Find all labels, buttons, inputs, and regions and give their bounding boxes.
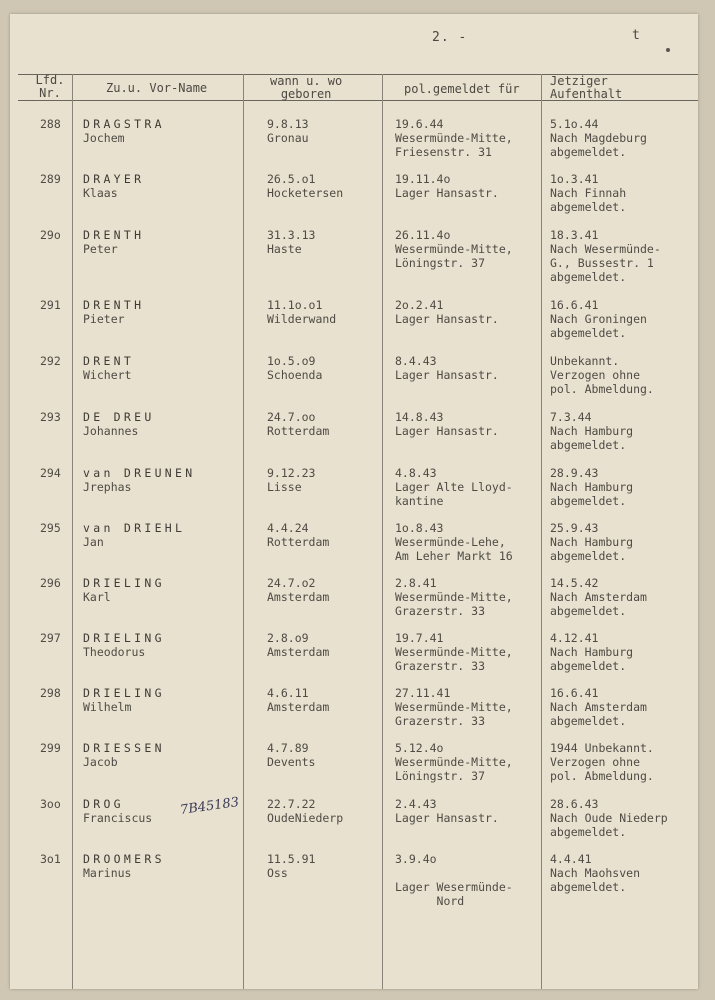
birth-date: 4.4.24	[267, 521, 309, 535]
birth-date: 2.8.o9	[267, 631, 309, 645]
registered-at: 8.4.43 Lager Hansastr.	[395, 354, 499, 382]
registered-at: 19.7.41 Wesermünde-Mitte, Grazerstr. 33	[395, 631, 513, 673]
birth-date: 11.5.91	[267, 852, 316, 866]
birth-place: Lisse	[267, 480, 302, 494]
first-name: Peter	[83, 242, 118, 256]
first-name: Jacob	[83, 755, 118, 769]
birth-place: Rotterdam	[267, 424, 330, 438]
birth-place: Schoenda	[267, 368, 323, 382]
surname: DRENTH	[83, 228, 145, 242]
current-residence: 16.6.41 Nach Groningen abgemeldet.	[550, 298, 647, 340]
current-residence: 16.6.41 Nach Amsterdam abgemeldet.	[550, 686, 647, 728]
current-residence: 25.9.43 Nach Hamburg abgemeldet.	[550, 521, 634, 563]
handwritten-annotation: 7B45183	[179, 794, 240, 819]
surname: DRIELING	[83, 686, 165, 700]
row-number: 289	[40, 172, 61, 186]
birth-place: Haste	[267, 242, 302, 256]
column-divider	[72, 74, 73, 989]
current-residence: 4.12.41 Nach Hamburg abgemeldet.	[550, 631, 634, 673]
document-sheet	[10, 14, 698, 989]
corner-mark: t	[632, 28, 640, 43]
row-number: 292	[40, 354, 61, 368]
current-residence: 28.9.43 Nach Hamburg abgemeldet.	[550, 466, 634, 508]
current-residence: 14.5.42 Nach Amsterdam abgemeldet.	[550, 576, 647, 618]
registered-at: 2.8.41 Wesermünde-Mitte, Grazerstr. 33	[395, 576, 513, 618]
registered-at: 26.11.4o Wesermünde-Mitte, Löningstr. 37	[395, 228, 513, 270]
first-name: Johannes	[83, 424, 139, 438]
current-residence: 1944 Unbekannt. Verzogen ohne pol. Abmeldung.	[550, 741, 654, 783]
current-residence: 5.1o.44 Nach Magdeburg abgemeldet.	[550, 117, 647, 159]
first-name: Jochem	[83, 131, 125, 145]
first-name: Marinus	[83, 866, 132, 880]
header-residence: Jetziger Aufenthalt	[550, 74, 623, 101]
current-residence: 7.3.44 Nach Hamburg abgemeldet.	[550, 410, 634, 452]
header-born: wann u. wo geboren	[270, 74, 343, 101]
birth-place: Amsterdam	[267, 590, 330, 604]
birth-place: Gronau	[267, 131, 309, 145]
column-divider	[243, 74, 244, 989]
current-residence: 1o.3.41 Nach Finnah abgemeldet.	[550, 172, 627, 214]
first-name: Karl	[83, 590, 111, 604]
row-number: 295	[40, 521, 61, 535]
surname: DRENT	[83, 354, 135, 368]
row-number: 3oo	[40, 797, 61, 811]
first-name: Franciscus	[83, 811, 153, 825]
first-name: Klaas	[83, 186, 118, 200]
surname: DRENTH	[83, 298, 145, 312]
header-nr: Lfd. Nr.	[35, 73, 65, 100]
surname: DROG	[83, 797, 124, 811]
registered-at: 19.6.44 Wesermünde-Mitte, Friesenstr. 31	[395, 117, 513, 159]
birth-place: OudeNiederp	[267, 811, 344, 825]
birth-place: Devents	[267, 755, 316, 769]
surname: DRIELING	[83, 576, 165, 590]
current-residence: 4.4.41 Nach Maohsven abgemeldet.	[550, 852, 641, 894]
surname: DRAGSTRA	[83, 117, 165, 131]
first-name: Pieter	[83, 312, 125, 326]
row-number: 288	[40, 117, 61, 131]
registered-at: 3.9.4o Lager Wesermünde- Nord	[395, 852, 513, 908]
header-name: Zu.u. Vor-Name	[106, 81, 208, 95]
surname: DROOMERS	[83, 852, 165, 866]
birth-date: 4.6.11	[267, 686, 309, 700]
first-name: Wilhelm	[83, 700, 132, 714]
birth-place: Amsterdam	[267, 645, 330, 659]
surname: van DREUNEN	[83, 466, 196, 480]
birth-date: 9.8.13	[267, 117, 309, 131]
first-name: Wichert	[83, 368, 132, 382]
birth-place: Wilderwand	[267, 312, 337, 326]
birth-date: 24.7.o2	[267, 576, 316, 590]
row-number: 297	[40, 631, 61, 645]
registered-at: 27.11.41 Wesermünde-Mitte, Grazerstr. 33	[395, 686, 513, 728]
registered-at: 2.4.43 Lager Hansastr.	[395, 797, 499, 825]
birth-place: Amsterdam	[267, 700, 330, 714]
registered-at: 4.8.43 Lager Alte Lloyd- kantine	[395, 466, 513, 508]
row-number: 3o1	[40, 852, 61, 866]
birth-date: 31.3.13	[267, 228, 316, 242]
registered-at: 14.8.43 Lager Hansastr.	[395, 410, 499, 438]
header-registered: pol.gemeldet für	[404, 82, 520, 96]
column-divider	[541, 74, 542, 989]
registered-at: 1o.8.43 Wesermünde-Lehe, Am Leher Markt 16	[395, 521, 513, 563]
birth-date: 22.7.22	[267, 797, 316, 811]
birth-place: Oss	[267, 866, 288, 880]
surname: DE DREU	[83, 410, 155, 424]
current-residence: 18.3.41 Nach Wesermünde- G., Bussestr. 1 abgemeldet.	[550, 228, 661, 284]
surname: DRAYER	[83, 172, 145, 186]
surname: DRIESSEN	[83, 741, 165, 755]
first-name: Jan	[83, 535, 104, 549]
row-number: 29o	[40, 228, 61, 242]
birth-date: 24.7.oo	[267, 410, 316, 424]
first-name: Jrephas	[83, 480, 132, 494]
birth-place: Rotterdam	[267, 535, 330, 549]
row-number: 291	[40, 298, 61, 312]
birth-date: 11.1o.o1	[267, 298, 323, 312]
row-number: 293	[40, 410, 61, 424]
row-number: 296	[40, 576, 61, 590]
surname: van DRIEHL	[83, 521, 186, 535]
registered-at: 5.12.4o Wesermünde-Mitte, Löningstr. 37	[395, 741, 513, 783]
birth-place: Hocketersen	[267, 186, 344, 200]
birth-date: 26.5.o1	[267, 172, 316, 186]
first-name: Theodorus	[83, 645, 146, 659]
registered-at: 19.11.4o Lager Hansastr.	[395, 172, 499, 200]
current-residence: 28.6.43 Nach Oude Niederp abgemeldet.	[550, 797, 668, 839]
page-marker: 2. -	[432, 30, 468, 45]
row-number: 298	[40, 686, 61, 700]
row-number: 294	[40, 466, 61, 480]
surname: DRIELING	[83, 631, 165, 645]
registered-at: 2o.2.41 Lager Hansastr.	[395, 298, 499, 326]
column-divider	[382, 74, 383, 989]
birth-date: 1o.5.o9	[267, 354, 316, 368]
ink-dot	[666, 48, 670, 52]
birth-date: 4.7.89	[267, 741, 309, 755]
current-residence: Unbekannt. Verzogen ohne pol. Abmeldung.	[550, 354, 654, 396]
birth-date: 9.12.23	[267, 466, 316, 480]
row-number: 299	[40, 741, 61, 755]
